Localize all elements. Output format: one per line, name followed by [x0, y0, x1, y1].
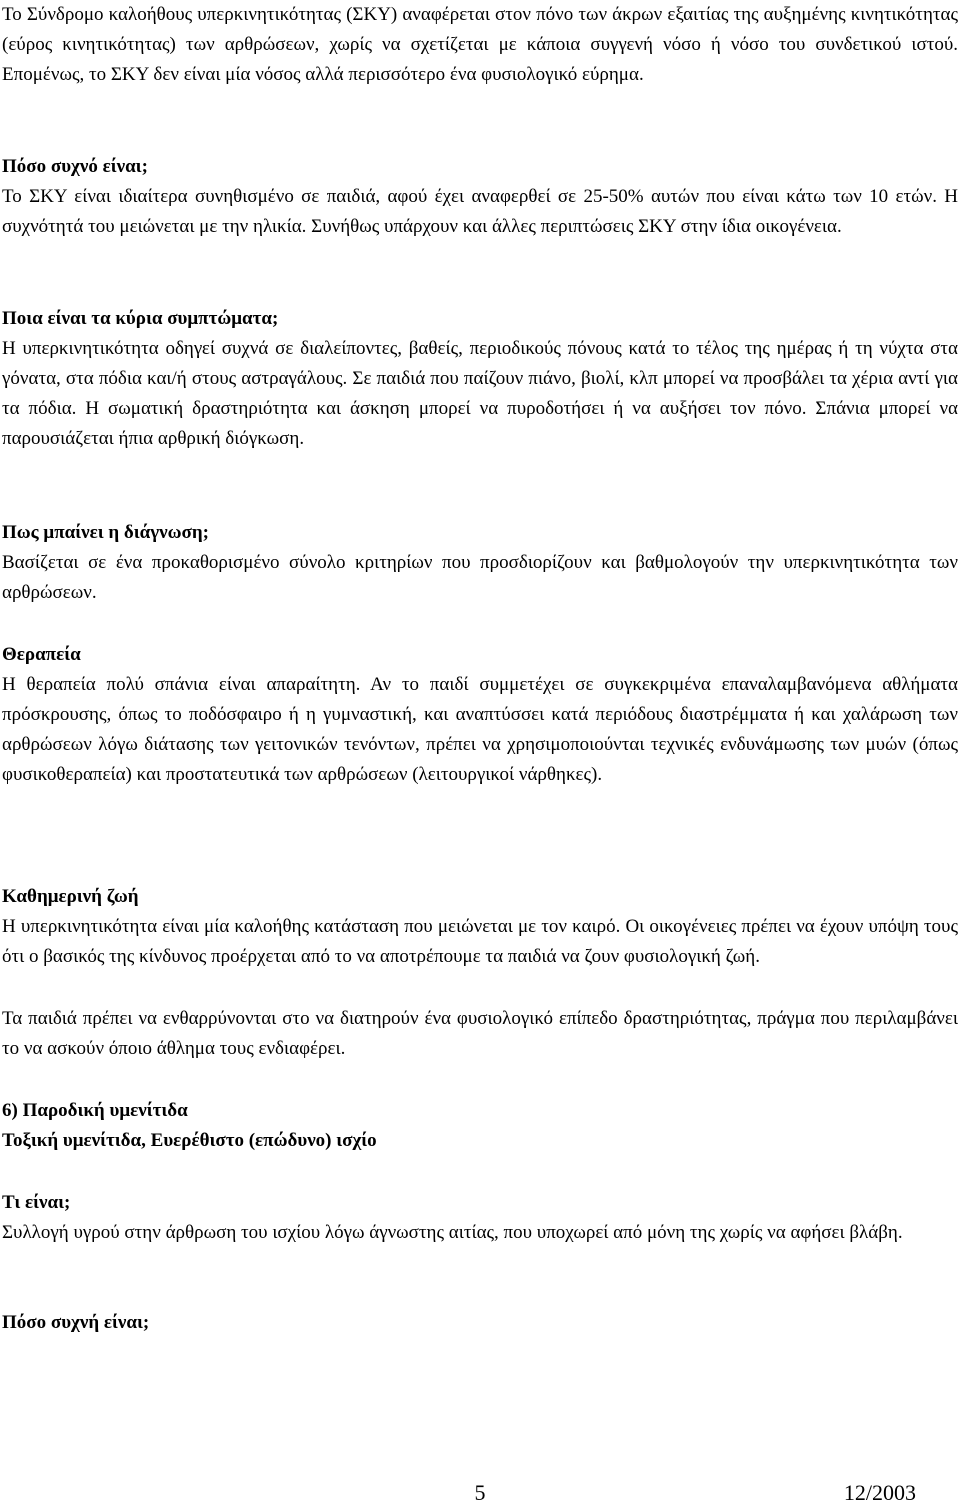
section-heading-daily-life: Καθημερινή ζωή — [2, 886, 139, 907]
intro-paragraph: Το Σύνδρομο καλοήθους υπερκινητικότητας (ΣΚΥ) αναφέρεται στον πόνο των άκρων εξαιτίας της αυξημένης κινητικότητας (εύρος κινητικότητας) των αρθρώσεων, χωρίς να σχετίζεται με κάποια συγγενή νόσο ή νόσο του συνδετικού ιστού. Επομένως, το ΣΚΥ δεν είναι μία νόσος αλλά περισσότερο ένα φυσιολογικό εύρημα. — [2, 4, 958, 85]
section-paragraph-symptoms: Η υπερκινητικότητα οδηγεί συχνά σε διαλείποντες, βαθείς, περιοδικούς πόνους κατά το τέλος της ημέρας ή τη νύχτα στα γόνατα, στα πόδια και/ή στους αστραγάλους. Σε παιδιά που παίζουν πιάνο, βιολί, κλπ μπορεί να προσβάλει τα χέρια αντί για τα πόδια. Η σωματική δραστηριότητα και άσκηση μπορεί να πυροδοτήσει ή να αυξήσει τον πόνο. Σπάνια μπορεί να παρουσιάζεται ήπια αρθρική διόγκωση. — [2, 338, 958, 449]
section-paragraph-diagnosis: Βασίζεται σε ένα προκαθορισμένο σύνολο κριτηρίων που προσδιορίζουν και βαθμολογούν την υπερκινητικότητα των αρθρώσεων. — [2, 552, 958, 603]
what-is-paragraph: Συλλογή υγρού στην άρθρωση του ισχίου λόγω άγνωστης αιτίας, που υποχωρεί από μόνη της χωρίς να αφήσει βλάβη. — [2, 1222, 903, 1243]
footer-date: 12/2003 — [843, 1480, 916, 1505]
chapter-title: 6) Παροδική υμενίτιδα — [2, 1100, 188, 1121]
section-heading-symptoms: Ποια είναι τα κύρια συμπτώματα; — [2, 308, 279, 329]
section-heading-treatment: Θεραπεία — [2, 644, 81, 665]
section-paragraph-daily-life-2: Τα παιδιά πρέπει να ενθαρρύνονται στο να διατηρούν ένα φυσιολογικό επίπεδο δραστηριότητας, πράγμα που περιλαμβάνει το να ασκούν όποιο άθλημα τους ενδιαφέρει. — [2, 1008, 958, 1059]
what-is-heading: Τι είναι; — [2, 1192, 71, 1213]
section-heading-frequency: Πόσο συχνό είναι; — [2, 156, 148, 177]
section-heading-diagnosis: Πως μπαίνει η διάγνωση; — [2, 522, 209, 543]
frequency-heading: Πόσο συχνή είναι; — [2, 1312, 150, 1333]
section-paragraph-daily-life-1: Η υπερκινητικότητα είναι μία καλοήθης κατάσταση που μειώνεται με τον καιρό. Οι οικογένειες πρέπει να έχουν υπόψη τους ότι ο βασικός της κίνδυνος προέρχεται από το να αποτρέπουμε τα παιδιά να ζουν φυσιολογική ζωή. — [2, 916, 958, 967]
section-paragraph-treatment: Η θεραπεία πολύ σπάνια είναι απαραίτητη. Αν το παιδί συμμετέχει σε συγκεκριμένα επαναλαμβανόμενα αθλήματα πρόσκρουσης, όπως το ποδόσφαιρο ή η γυμναστική, και αναπτύσσει κατά περιόδους διαστρέμματα ή και χαλάρωση των αρθρώσεων λόγω διάτασης των γειτονικών τενόντων, πρέπει να χρησιμοποιούνται τεχνικές ενδυνάμωσης των μυών (όπως φυσικοθεραπεία) και προστατευτικά των αρθρώσεων (λειτουργικοί νάρθηκες). — [2, 674, 958, 785]
page-number: 5 — [474, 1480, 486, 1505]
chapter-subtitle: Τοξική υμενίτιδα, Ευερέθιστο (επώδυνο) ισχίο — [2, 1130, 377, 1151]
section-paragraph-frequency: Το ΣΚΥ είναι ιδιαίτερα συνηθισμένο σε παιδιά, αφού έχει αναφερθεί σε 25-50% αυτών που είναι κάτω των 10 ετών. Η συχνότητά του μειώνεται με την ηλικία. Συνήθως υπάρχουν και άλλες περιπτώσεις ΣΚΥ στην ίδια οικογένεια. — [2, 186, 958, 237]
